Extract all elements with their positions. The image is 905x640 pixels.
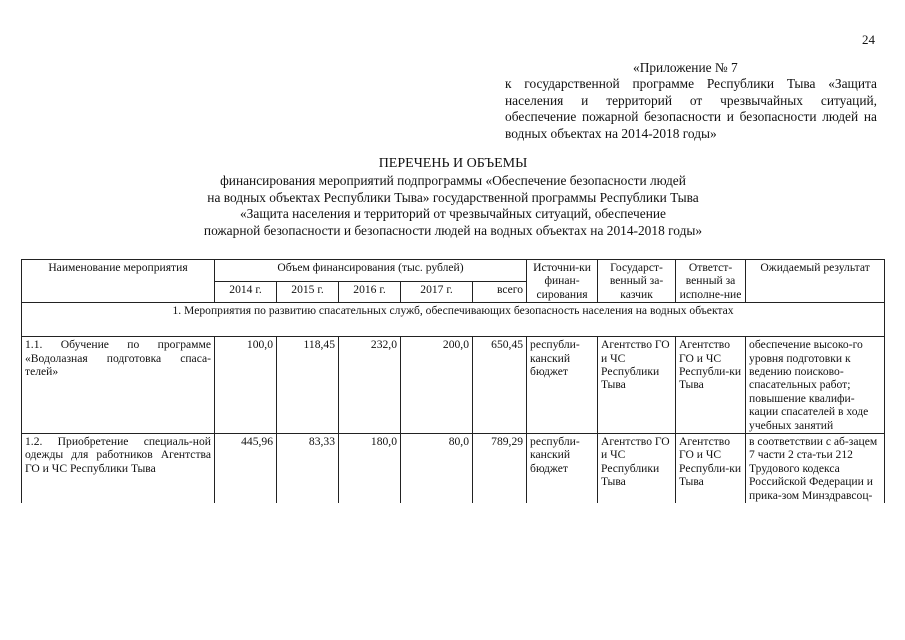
appendix-text: к государственной программе Республики Тыва «Защита населения и территорий от чрезвычайных ситуаций, обеспечение пожарной безопасности и безопасности людей на водных объектах на 2014-2018 годы» <box>505 76 877 141</box>
document-title <box>160 156 746 240</box>
cell-2016: 180,0 <box>339 434 401 504</box>
cell-2017: 80,0 <box>401 434 473 504</box>
document-heading: ПЕРЕЧЕНЬ И ОБЪЕМЫ <box>378 156 528 171</box>
appendix-note <box>505 60 877 142</box>
header-source: Источни-ки финан-сирования <box>527 260 598 303</box>
section-row <box>22 303 885 337</box>
cell-total: 789,29 <box>473 434 527 504</box>
cell-2017: 200,0 <box>401 337 473 434</box>
header-responsible: Ответст-венный за исполне-ние <box>676 260 746 303</box>
table-row <box>22 337 885 434</box>
row-name: 1.2. Приобретение специаль-ной одежды для работников Агентства ГО и ЧС Республики Тыва <box>22 434 215 504</box>
document-title-line: на водных объектах Республики Тыва» государственной программы Республики Тыва <box>207 189 699 205</box>
table-header-row <box>22 260 885 282</box>
cell-customer: Агентство ГО и ЧС Республики Тыва <box>598 337 676 434</box>
funding-table <box>21 259 885 503</box>
header-result: Ожидаемый результат <box>746 260 885 303</box>
row-name: 1.1. Обучение по программе «Водолазная подготовка спаса-телей» <box>22 337 215 434</box>
document-title-line: «Защита населения и территорий от чрезвычайных ситуаций, обеспечение <box>239 206 666 222</box>
document-title-line: финансирования мероприятий подпрограммы «Обеспечение безопасности людей <box>220 172 686 188</box>
cell-2014: 100,0 <box>215 337 277 434</box>
document-title-line: пожарной безопасности и безопасности людей на водных объектах на 2014-2018 годы» <box>203 223 703 239</box>
table-row <box>22 434 885 504</box>
header-name: Наименование мероприятия <box>22 260 215 303</box>
cell-2015: 118,45 <box>277 337 339 434</box>
cell-result: обеспечение высоко-го уровня подготовки к ведению поисково-спасательных работ; повышение квалифи-кации спасателей в ходе учебных занятий <box>746 337 885 434</box>
cell-source: республи-канский бюджет <box>527 434 598 504</box>
header-funding: Объем финансирования (тыс. рублей) <box>215 260 527 282</box>
header-customer: Государст-венный за-казчик <box>598 260 676 303</box>
header-2014: 2014 г. <box>215 281 277 303</box>
cell-2014: 445,96 <box>215 434 277 504</box>
cell-responsible: Агентство ГО и ЧС Республи-ки Тыва <box>676 434 746 504</box>
section-title: 1. Мероприятия по развитию спасательных служб, обеспечивающих безопасность населения на водных объектах <box>22 303 885 337</box>
page-number: 24 <box>862 32 875 47</box>
appendix-title: «Приложение № 7 <box>633 60 738 75</box>
cell-2015: 83,33 <box>277 434 339 504</box>
header-2015: 2015 г. <box>277 281 339 303</box>
cell-source: республи-канский бюджет <box>527 337 598 434</box>
cell-responsible: Агентство ГО и ЧС Республи-ки Тыва <box>676 337 746 434</box>
header-2017: 2017 г. <box>401 281 473 303</box>
header-total: всего <box>473 281 527 303</box>
header-2016: 2016 г. <box>339 281 401 303</box>
cell-result: в соответствии с аб-зацем 7 части 2 ста-тьи 212 Трудового кодекса Российской Федерации и прика-зом Минздравсоц- <box>746 434 885 504</box>
cell-customer: Агентство ГО и ЧС Республики Тыва <box>598 434 676 504</box>
cell-2016: 232,0 <box>339 337 401 434</box>
cell-total: 650,45 <box>473 337 527 434</box>
